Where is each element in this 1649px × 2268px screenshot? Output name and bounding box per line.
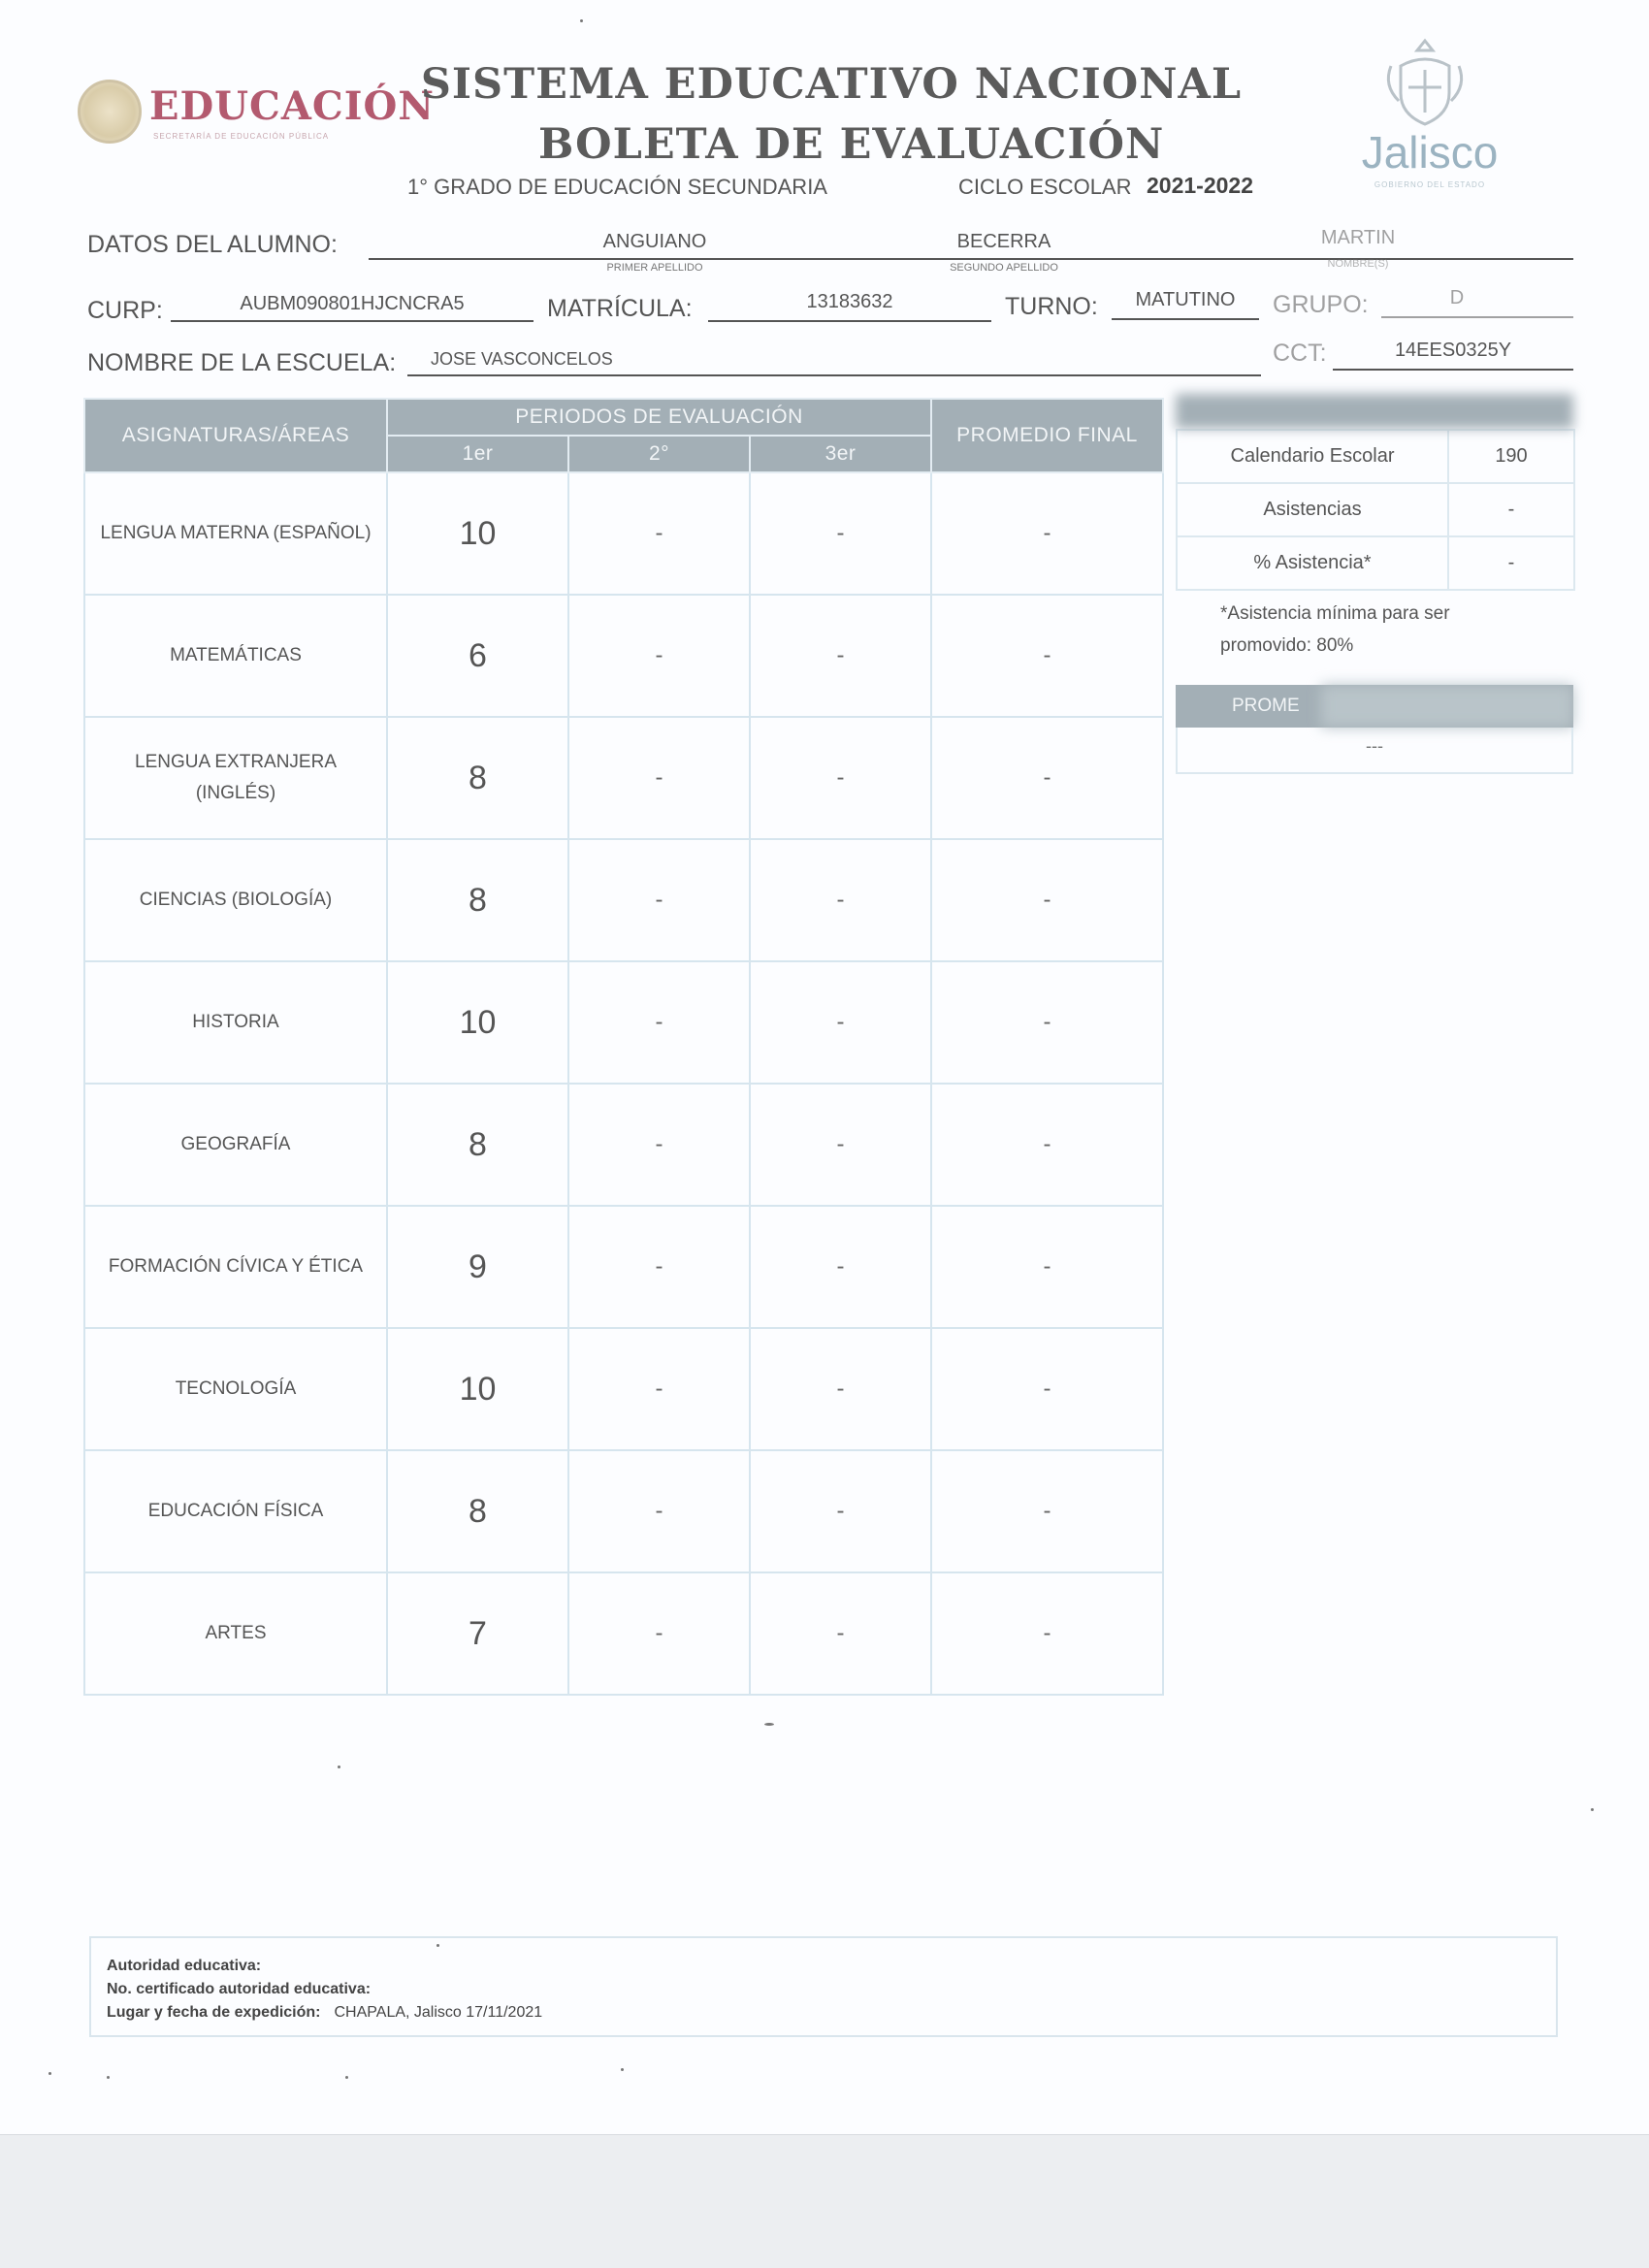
grade-period-3: - bbox=[750, 1206, 931, 1328]
scanner-background bbox=[0, 2134, 1649, 2268]
scan-speck bbox=[345, 2076, 348, 2079]
grade-period-2: - bbox=[568, 717, 750, 839]
school-year-value: 2021-2022 bbox=[1147, 173, 1253, 198]
grade-final: - bbox=[931, 839, 1163, 961]
table-row bbox=[84, 1206, 1163, 1328]
grade-period-3: - bbox=[750, 472, 931, 595]
attendance-label: Asistencias bbox=[1177, 483, 1448, 536]
scan-speck bbox=[1591, 1808, 1594, 1811]
scan-speck bbox=[48, 2072, 51, 2075]
scan-speck bbox=[338, 1766, 340, 1768]
grade-final: - bbox=[931, 1572, 1163, 1695]
place-date-value: CHAPALA, Jalisco 17/11/2021 bbox=[334, 2004, 543, 2021]
grade-period-1: 8 bbox=[387, 839, 568, 961]
grupo-label: GRUPO: bbox=[1273, 291, 1369, 318]
final-average-column-header: PROMEDIO FINAL bbox=[931, 399, 1163, 472]
grade-period-2: - bbox=[568, 1206, 750, 1328]
student-data-label: DATOS DEL ALUMNO: bbox=[87, 231, 338, 258]
table-row bbox=[84, 1572, 1163, 1695]
scan-speck bbox=[621, 2068, 624, 2071]
scan-speck bbox=[107, 2076, 110, 2079]
grupo-value: D bbox=[1449, 287, 1465, 308]
subject-name: ARTES bbox=[84, 1572, 387, 1695]
certificate-row: No. certificado autoridad educativa: bbox=[107, 1981, 372, 1997]
grade-final: - bbox=[931, 1206, 1163, 1328]
grades-table bbox=[83, 398, 1164, 1696]
subject-name: EDUCACIÓN FÍSICA bbox=[84, 1450, 387, 1572]
jalisco-logo-text: Jalisco bbox=[1361, 127, 1499, 178]
table-row bbox=[1177, 430, 1574, 483]
grade-period-1: 7 bbox=[387, 1572, 568, 1695]
table-row bbox=[84, 1328, 1163, 1450]
grade-period-2: - bbox=[568, 961, 750, 1084]
attendance-value: - bbox=[1448, 483, 1574, 536]
given-name: MARTIN bbox=[1320, 227, 1396, 248]
subject-name: LENGUA MATERNA (ESPAÑOL) bbox=[84, 472, 387, 595]
table-row bbox=[84, 1450, 1163, 1572]
first-surname-caption: PRIMER APELLIDO bbox=[606, 262, 703, 274]
grade-period-2: - bbox=[568, 1328, 750, 1450]
grade-period-2: - bbox=[568, 1450, 750, 1572]
period-3-header: 3er bbox=[750, 436, 931, 472]
grade-level: 1° GRADO DE EDUCACIÓN SECUNDARIA bbox=[407, 175, 827, 199]
place-date-row: Lugar y fecha de expedición: CHAPALA, Jalisco 17/11/2021 bbox=[107, 2004, 543, 2021]
grade-period-1: 8 bbox=[387, 1450, 568, 1572]
grade-final: - bbox=[931, 717, 1163, 839]
final-grade-average-header: PROME bbox=[1176, 685, 1573, 728]
period-1-header: 1er bbox=[387, 436, 568, 472]
attendance-value: - bbox=[1448, 536, 1574, 590]
curp-label: CURP: bbox=[87, 297, 163, 324]
attendance-panel bbox=[1176, 394, 1573, 591]
subject-name: HISTORIA bbox=[84, 961, 387, 1084]
grade-period-3: - bbox=[750, 1328, 931, 1450]
grade-final: - bbox=[931, 961, 1163, 1084]
grade-final: - bbox=[931, 472, 1163, 595]
jalisco-crest-icon bbox=[1381, 37, 1469, 130]
jalisco-logo bbox=[1342, 37, 1517, 192]
table-row bbox=[84, 961, 1163, 1084]
grade-final: - bbox=[931, 1450, 1163, 1572]
attendance-table bbox=[1176, 429, 1575, 591]
grade-period-1: 10 bbox=[387, 472, 568, 595]
school-name-value: JOSE VASCONCELOS bbox=[431, 349, 613, 369]
matricula-value: 13183632 bbox=[806, 291, 893, 312]
scan-speck bbox=[580, 19, 583, 22]
grade-period-1: 9 bbox=[387, 1206, 568, 1328]
matricula-label: MATRÍCULA: bbox=[547, 295, 693, 322]
second-surname-caption: SEGUNDO APELLIDO bbox=[950, 262, 1058, 274]
document-title: SISTEMA EDUCATIVO NACIONAL bbox=[420, 60, 1243, 109]
cct-label: CCT: bbox=[1273, 340, 1327, 367]
table-row bbox=[1177, 536, 1574, 590]
grade-final: - bbox=[931, 1328, 1163, 1450]
grade-period-3: - bbox=[750, 1572, 931, 1695]
grade-period-1: 10 bbox=[387, 961, 568, 1084]
subject-column-header: ASIGNATURAS/ÁREAS bbox=[84, 399, 387, 472]
grade-period-2: - bbox=[568, 1572, 750, 1695]
grade-period-1: 8 bbox=[387, 717, 568, 839]
jalisco-logo-subtitle: GOBIERNO DEL ESTADO bbox=[1374, 180, 1486, 189]
period-2-header: 2° bbox=[568, 436, 750, 472]
attendance-value: 190 bbox=[1448, 430, 1574, 483]
sep-logo-subtitle: SECRETARÍA DE EDUCACIÓN PÚBLICA bbox=[153, 132, 330, 141]
grade-period-3: - bbox=[750, 717, 931, 839]
subject-name: GEOGRAFÍA bbox=[84, 1084, 387, 1206]
grade-period-2: - bbox=[568, 595, 750, 717]
attendance-header bbox=[1176, 394, 1573, 429]
periods-column-header: PERIODOS DE EVALUACIÓN bbox=[387, 399, 931, 436]
grade-period-1: 8 bbox=[387, 1084, 568, 1206]
cct-value: 14EES0325Y bbox=[1394, 340, 1512, 361]
scan-speck bbox=[764, 1723, 774, 1726]
turno-label: TURNO: bbox=[1005, 293, 1098, 320]
grade-period-3: - bbox=[750, 1084, 931, 1206]
curp-value: AUBM090801HJCNCRA5 bbox=[240, 293, 465, 314]
document-subtitle: BOLETA DE EVALUACIÓN bbox=[538, 120, 1165, 169]
subject-name: FORMACIÓN CÍVICA Y ÉTICA bbox=[84, 1206, 387, 1328]
subject-name: TECNOLOGÍA bbox=[84, 1328, 387, 1450]
grade-period-2: - bbox=[568, 839, 750, 961]
authority-row: Autoridad educativa: bbox=[107, 1958, 262, 1974]
attendance-note: *Asistencia mínima para ser promovido: 80% bbox=[1220, 603, 1450, 656]
grade-period-1: 6 bbox=[387, 595, 568, 717]
grade-period-3: - bbox=[750, 595, 931, 717]
table-row bbox=[84, 839, 1163, 961]
subject-name: CIENCIAS (BIOLOGÍA) bbox=[84, 839, 387, 961]
turno-value: MATUTINO bbox=[1135, 289, 1236, 310]
second-surname: BECERRA bbox=[956, 231, 1051, 252]
school-year-label: CICLO ESCOLAR bbox=[958, 175, 1132, 199]
grade-period-1: 10 bbox=[387, 1328, 568, 1450]
school-name-label: NOMBRE DE LA ESCUELA: bbox=[87, 349, 397, 376]
table-row bbox=[84, 595, 1163, 717]
final-grade-average-value: --- bbox=[1176, 728, 1573, 774]
grade-period-3: - bbox=[750, 839, 931, 961]
subject-name: MATEMÁTICAS bbox=[84, 595, 387, 717]
table-row bbox=[1177, 483, 1574, 536]
grade-period-2: - bbox=[568, 1084, 750, 1206]
subject-name: LENGUA EXTRANJERA (INGLÉS) bbox=[84, 717, 387, 839]
scan-speck bbox=[436, 1944, 439, 1947]
grade-period-3: - bbox=[750, 961, 931, 1084]
table-row bbox=[84, 717, 1163, 839]
grade-final: - bbox=[931, 1084, 1163, 1206]
first-surname: ANGUIANO bbox=[602, 231, 707, 252]
table-row bbox=[84, 1084, 1163, 1206]
attendance-label: Calendario Escolar bbox=[1177, 430, 1448, 483]
given-name-caption: NOMBRE(S) bbox=[1327, 258, 1389, 270]
redacted-region bbox=[1321, 685, 1573, 728]
grade-final: - bbox=[931, 595, 1163, 717]
grade-period-3: - bbox=[750, 1450, 931, 1572]
grade-period-2: - bbox=[568, 472, 750, 595]
issuance-box bbox=[89, 1936, 1558, 2037]
sep-logo-text: EDUCACIÓN bbox=[149, 83, 435, 129]
attendance-label: % Asistencia* bbox=[1177, 536, 1448, 590]
table-row bbox=[84, 472, 1163, 595]
